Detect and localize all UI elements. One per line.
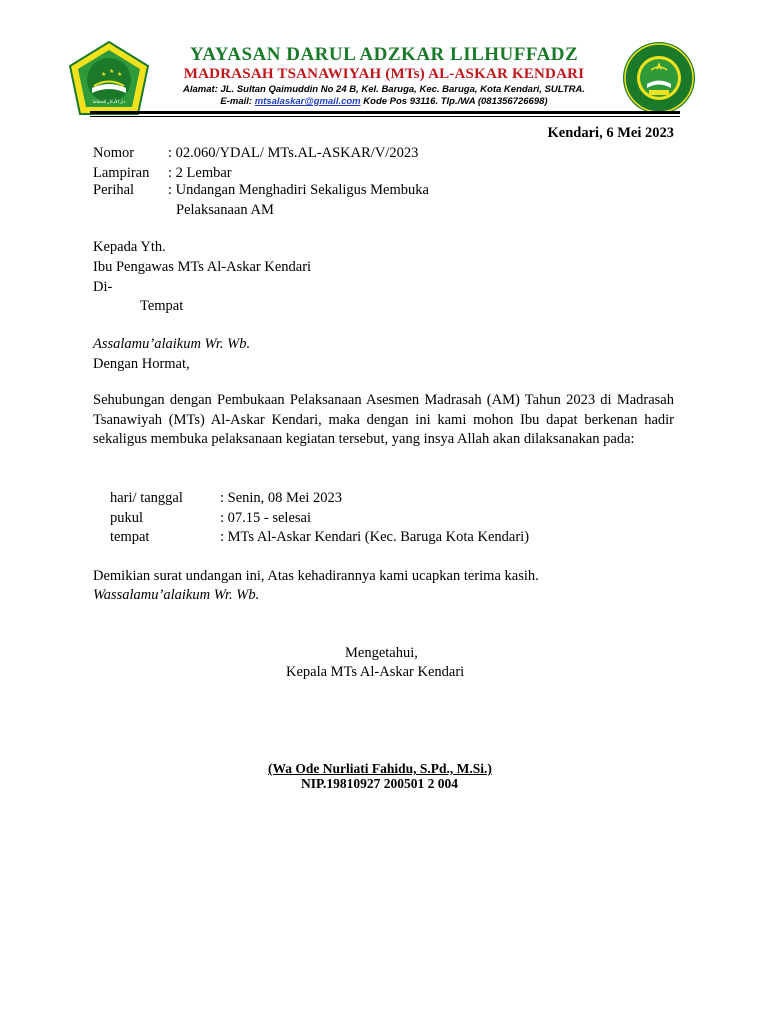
meta-label-perihal: Perihal bbox=[93, 182, 135, 198]
schedule-value-time: : 07.15 - selesai bbox=[220, 510, 312, 526]
signature-name: (Wa Ode Nurliati Fahidu, S.Pd., M.Si.) bbox=[268, 761, 492, 776]
closing-line: Demikian surat undangan ini, Atas kehadirannya kami ucapkan terima kasih. bbox=[93, 568, 539, 584]
svg-text:★: ★ bbox=[101, 72, 107, 78]
svg-text:★: ★ bbox=[117, 72, 123, 78]
meta-value-perihal-cont: Pelaksanaan AM bbox=[176, 202, 274, 218]
meta-label-lampiran: Lampiran bbox=[93, 165, 150, 181]
school-name: MADRASAH TSANAWIYAH (MTs) AL-ASKAR KENDARI bbox=[183, 66, 585, 82]
signature-know: Mengetahui, bbox=[345, 645, 418, 661]
hormat-line: Dengan Hormat, bbox=[93, 356, 190, 372]
meta-value-lampiran: : 2 Lembar bbox=[168, 165, 232, 181]
foundation-logo bbox=[68, 40, 150, 116]
letter-date: Kendari, 6 Mei 2023 bbox=[547, 125, 674, 141]
recipient-name: Ibu Pengawas MTs Al-Askar Kendari bbox=[93, 259, 312, 275]
signature-nip: NIP.19810927 200501 2 004 bbox=[301, 776, 459, 791]
meta-value-perihal: : Undangan Menghadiri Sekaligus Membuka bbox=[168, 182, 429, 198]
schedule-label-time: pukul bbox=[110, 510, 144, 526]
svg-text:★: ★ bbox=[109, 69, 115, 75]
recipient-greeting: Kepada Yth. bbox=[93, 239, 166, 255]
foundation-name: YAYASAN DARUL ADZKAR LILHUFFADZ bbox=[189, 44, 579, 65]
header-rule-thin bbox=[90, 116, 680, 117]
body-paragraph: Sehubungan dengan Pembukaan Pelaksanaan Asesmen Madrasah (AM) Tahun 2023 di Madrasah Tsanawiyah (MTs) Al-Askar Kendari, maka dengan ini kami mohon Ibu dapat berkenan hadir sekaligus membuka pelaksanaan kegiatan tersebut, yang insya Allah akan dilaksanakan pada: bbox=[93, 392, 674, 447]
recipient-place: Tempat bbox=[140, 298, 184, 314]
meta-label-nomor: Nomor bbox=[93, 145, 135, 161]
salam-closing: Wassalamu’alaikum Wr. Wb. bbox=[93, 587, 260, 603]
svg-text:دار الأذكار للحفاظ: دار الأذكار للحفاظ bbox=[92, 99, 126, 104]
meta-value-nomor: : 02.060/YDAL/ MTs.AL-ASKAR/V/2023 bbox=[168, 145, 419, 161]
signature-title: Kepala MTs Al-Askar Kendari bbox=[286, 664, 465, 680]
schedule-label-place: tempat bbox=[110, 529, 150, 545]
contact-line bbox=[150, 96, 618, 107]
header-rule-thick bbox=[90, 111, 680, 114]
contact-info: Kode Pos 93116. Tlp./WA (081356726698) bbox=[363, 96, 548, 107]
recipient-di: Di- bbox=[93, 279, 113, 295]
schedule-label-day: hari/ tanggal bbox=[110, 490, 183, 506]
schedule-value-day: : Senin, 08 Mei 2023 bbox=[220, 490, 343, 506]
schedule-value-place: : MTs Al-Askar Kendari (Kec. Baruga Kota Kendari) bbox=[220, 529, 530, 545]
email-label: E-mail: bbox=[220, 96, 253, 107]
school-logo bbox=[621, 40, 697, 116]
salam-opening: Assalamu’alaikum Wr. Wb. bbox=[93, 336, 251, 352]
school-address: Alamat: JL. Sultan Qaimuddin No 24 B, Kel. Baruga, Kec. Baruga, Kota Kendari, SULTRA. bbox=[182, 84, 586, 95]
email-link[interactable]: mtsalaskar@gmail.com bbox=[254, 96, 361, 107]
